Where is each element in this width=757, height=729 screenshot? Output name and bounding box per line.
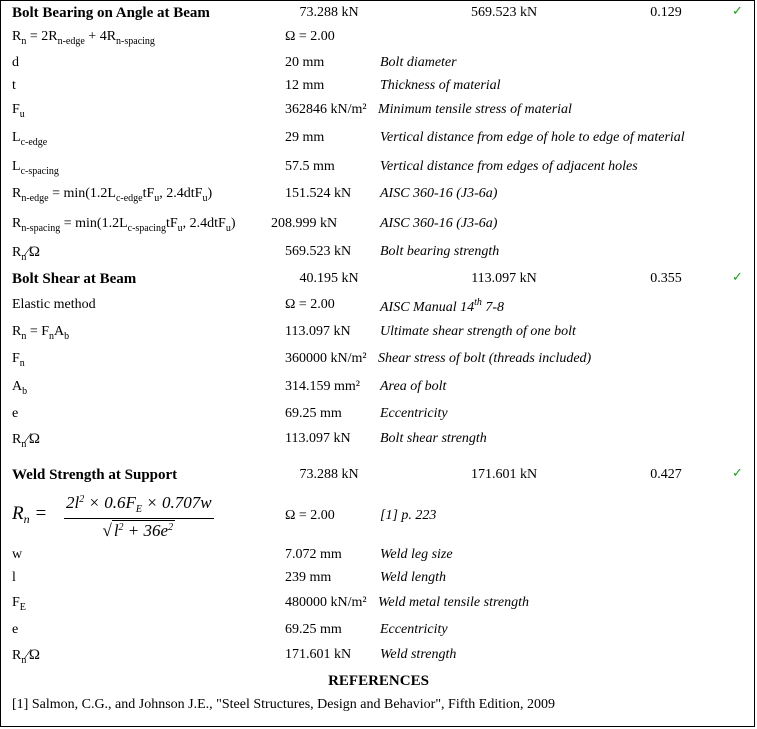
label-e-weld: e (12, 622, 19, 637)
shear-capacity: 113.097 kN (471, 271, 537, 286)
value-w: 7.072 mm (285, 547, 342, 562)
shear-omega: Ω = 2.00 (285, 297, 335, 312)
weld-capacity: 171.601 kN (470, 467, 538, 482)
desc-lc-spacing: Vertical distance from edges of adjacent holes (380, 159, 638, 174)
desc-w: Weld leg size (380, 547, 453, 562)
shear-row-rn (1, 324, 756, 350)
desc-bearing-strength: Bolt bearing strength (380, 244, 500, 259)
label-fe: $F_E$ (12, 595, 26, 613)
weld-title: Weld Strength at Support (12, 467, 178, 483)
bearing-ratio: 0.129 (650, 5, 682, 20)
desc-t: Thickness of material (380, 78, 501, 93)
weld-rn-formula: $R_n$ = $\frac{2l^2 \times 0.6F_E \times 0.707w}{√ l^2 + 36e^2}$ (12, 493, 212, 540)
weld-row-formula (1, 491, 756, 547)
weld-row-l (1, 570, 756, 596)
shear-header (1, 271, 756, 297)
shear-ratio: 0.355 (650, 271, 682, 286)
desc-shear-strength: Bolt shear strength (380, 431, 487, 446)
value-l: 239 mm (285, 570, 332, 585)
weld-row-rn-omega (1, 647, 756, 673)
bearing-header (1, 5, 756, 31)
omega-value: Ω = 2.00 (285, 29, 335, 44)
bearing-row-fu (1, 102, 756, 128)
desc-rn-shear: Ultimate shear strength of one bolt (380, 324, 576, 339)
value-rn-spacing: 208.999 kN (271, 216, 338, 231)
label-fn: $F_n$ (12, 351, 25, 369)
bearing-row-lc-edge (1, 130, 756, 156)
shear-title: Bolt Shear at Beam (12, 271, 137, 287)
check-icon: ✓ (732, 270, 743, 285)
label-e-shear: e (12, 406, 19, 421)
bearing-title: Bolt Bearing on Angle at Beam (12, 5, 210, 21)
value-lc-edge: 29 mm (285, 130, 325, 145)
desc-fu: Minimum tensile stress of material (378, 102, 572, 117)
desc-l: Weld length (380, 570, 446, 585)
bearing-demand: 73.288 kN (299, 5, 359, 20)
bearing-row-rn-omega (1, 244, 756, 270)
weld-row-fe (1, 595, 756, 621)
value-bearing-strength: 569.523 kN (285, 244, 352, 259)
label-lc-edge: $L_{c-edge}$ (12, 130, 48, 148)
value-fu: 362846 kN/m² (285, 102, 367, 117)
label-w: w (12, 547, 23, 562)
rn-edge-equation: $R_{n-edge} = \min(1.2L_{c-edge}tF_u$, 2.4dtF$_u$) (12, 186, 213, 204)
weld-header (1, 467, 756, 493)
desc-aisc-manual: AISC Manual 14th 7-8 (380, 297, 505, 315)
rn-shear-equation: $R_n = F_nA_b$ (12, 324, 70, 342)
bearing-row-t (1, 78, 756, 104)
references-title: REFERENCES (328, 673, 429, 689)
reference-item: [1] Salmon, C.G., and Johnson J.E., "Steel Structures, Design and Behavior", Fifth Edition, 2009 (12, 697, 555, 712)
value-fe: 480000 kN/m² (285, 595, 367, 610)
check-icon: ✓ (732, 4, 743, 19)
desc-fe: Weld metal tensile strength (378, 595, 529, 610)
value-rn-shear: 113.097 kN (285, 324, 351, 339)
rn-equation: $R_n = 2R_{n-edge} + 4R_{n-spacing}$ (12, 29, 155, 47)
check-icon: ✓ (732, 466, 743, 481)
bearing-row-rn-edge (1, 186, 756, 212)
weld-formula-fraction: $\frac{2l^2 \times 0.6F_E \times 0.707w}{√ l^2 + 36e^2}$ (66, 493, 212, 540)
desc-lc-edge: Vertical distance from edge of hole to edge of material (380, 130, 685, 145)
shear-row-e (1, 406, 756, 432)
value-weld-strength: 171.601 kN (285, 647, 352, 662)
label-elastic-method: Elastic method (12, 297, 96, 312)
weld-omega: Ω = 2.00 (285, 508, 335, 523)
label-t: t (12, 78, 16, 93)
value-d: 20 mm (285, 55, 325, 70)
desc-ab: Area of bolt (380, 379, 447, 394)
label-fu: $F_u$ (12, 102, 25, 120)
shear-row-rn-omega (1, 431, 756, 457)
bearing-row-rn-spacing (1, 216, 756, 242)
rn-over-omega: $R_n∕\Omega$ (12, 244, 40, 263)
value-lc-spacing: 57.5 mm (285, 159, 335, 174)
rn-spacing-equation: $R_{n-spacing} = \min(1.2L_{c-spacing}tF_u$, 2.4dtF$_u$) (12, 216, 236, 234)
value-fn: 360000 kN/m² (285, 351, 367, 366)
rn-over-omega-shear: $R_n∕\Omega$ (12, 431, 40, 450)
value-e-weld: 69.25 mm (285, 622, 342, 637)
desc-d: Bolt diameter (380, 55, 457, 70)
shear-row-ab (1, 379, 756, 405)
value-rn-edge: 151.524 kN (285, 186, 352, 201)
label-d: d (12, 55, 19, 70)
bearing-row-rn (1, 29, 756, 55)
desc-rn-spacing: AISC 360-16 (J3-6a) (380, 216, 498, 231)
bearing-capacity: 569.523 kN (470, 5, 538, 20)
shear-row-method (1, 297, 756, 323)
weld-reference: [1] p. 223 (380, 508, 437, 523)
weld-ratio: 0.427 (650, 467, 682, 482)
bearing-row-lc-spacing (1, 159, 756, 185)
shear-row-fn (1, 351, 756, 377)
value-e-shear: 69.25 mm (285, 406, 342, 421)
value-t: 12 mm (285, 78, 325, 93)
desc-fn: Shear stress of bolt (threads included) (378, 351, 592, 366)
value-shear-strength: 113.097 kN (285, 431, 351, 446)
desc-e-weld: Eccentricity (380, 622, 448, 637)
rn-over-omega-weld: $R_n∕\Omega$ (12, 647, 40, 666)
label-lc-spacing: $L_{c-spacing}$ (12, 159, 59, 177)
label-l: l (12, 570, 16, 585)
label-ab: $A_b$ (12, 379, 28, 397)
desc-weld-strength: Weld strength (380, 647, 457, 662)
shear-demand: 40.195 kN (299, 271, 359, 286)
value-ab: 314.159 mm² (285, 379, 360, 394)
weld-row-e (1, 622, 756, 648)
weld-demand: 73.288 kN (299, 467, 359, 482)
desc-e-shear: Eccentricity (380, 406, 448, 421)
desc-rn-edge: AISC 360-16 (J3-6a) (380, 186, 498, 201)
